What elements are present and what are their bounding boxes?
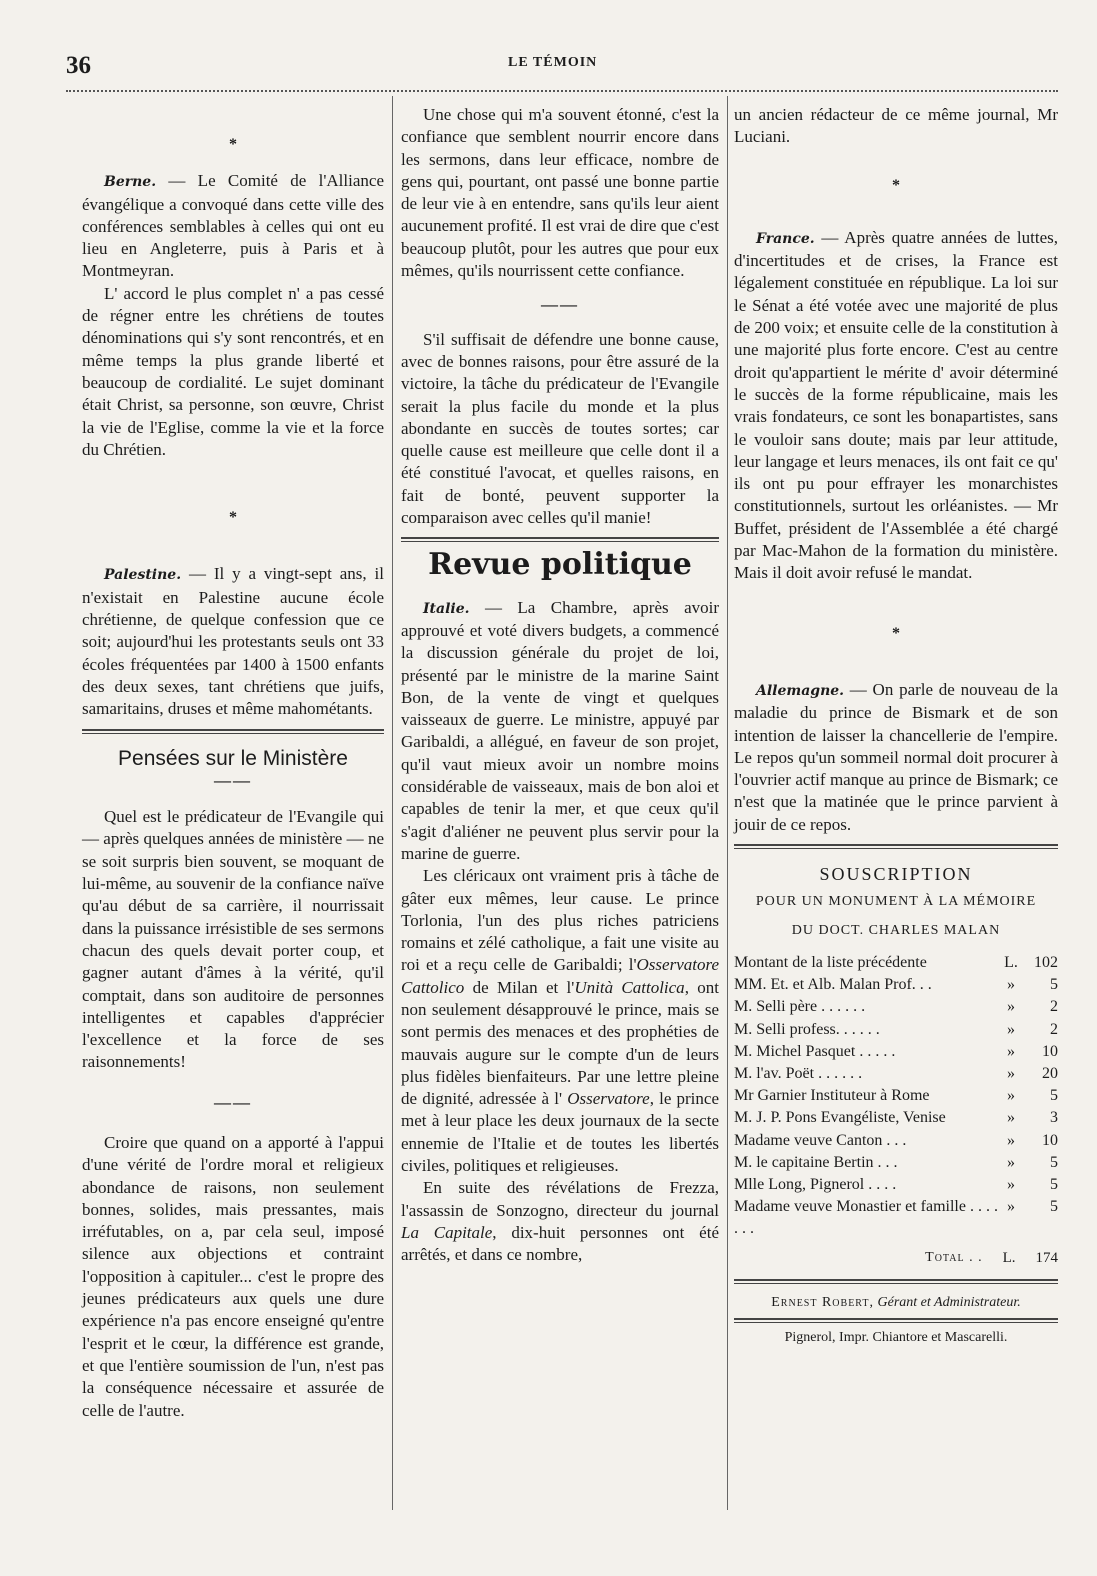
list-item	[734, 974, 1058, 996]
italie-paragraph-1	[401, 597, 719, 866]
list-item	[734, 952, 1058, 974]
france-text: — Après quatre années de luttes, d'incertitudes et de crises, la France est légalement constituée en république. La loi sur le Sénat a été votée avec une majorité de plus de 200 voix; et ensuite celle de la constitution à une majorité plus forte encore. C'est au centre droit qu'appartient le mérite d' avoir déterminé le succès de la forme républicaine, mais les vrais fondateurs, ce sont les bonapartistes, sans le vouloir sans doute; mais par leur attitude, leur langage et leurs menaces, ils ont fait ce qu' ils ont pu pour effrayer les monarchistes constitutionnels, surtout les orléanistes. — Mr Buffet, président de l'Assemblée a été chargé par Mac-Mahon de la formation du ministère. Mais il doit avoir refusé le mandat.	[734, 227, 1058, 583]
donor-name: Mlle Long, Pignerol . . . .	[734, 1175, 897, 1193]
list-item	[734, 1063, 1058, 1085]
text-run: En suite des révélations de Frezza, l'assassin de Sonzogno, directeur du journal	[401, 1178, 719, 1220]
list-item	[734, 1152, 1058, 1174]
section-separator-star: *	[229, 136, 237, 153]
donor-name: M. Michel Pasquet . . . . .	[734, 1042, 896, 1060]
section-separator-star: *	[229, 509, 237, 527]
souscription-total	[734, 1247, 1058, 1269]
currency-mark: »	[1007, 1153, 1015, 1171]
souscription-list	[734, 952, 1058, 1241]
column-right	[734, 100, 1058, 1349]
palestine-text: — Il y a vingt-sept ans, il n'existait en Palestine aucune école chrétienne, de quelque confession que ce soit; aujourd'hui les protestants seuls ont 33 écoles fréquentées par 1400 à 1500 enfants des deux sexes, tant chrétiens que juifs, samaritains, druses et même mahométants.	[82, 564, 384, 719]
donation-amount: 5	[1050, 1175, 1058, 1193]
list-item	[734, 1130, 1058, 1152]
donor-name: M. Selli père . . . . . .	[734, 998, 866, 1016]
text-run: Les cléricaux ont vraiment pris à tâche de gâter eux mêmes, leur cause. Le prince Torlonia, l'un des plus riches patriciens romains et zélé catholique, a fait une visite au roi et a reçu celle de Garibaldi; l'	[401, 866, 719, 975]
currency-mark: L.	[1004, 953, 1018, 971]
text-run: de Milan et l'	[464, 977, 575, 997]
currency-mark: »	[1007, 1042, 1015, 1060]
allemagne-lead: Allemagne.	[756, 682, 845, 699]
donor-name: Madame veuve Monastier et famille . . . . . . .	[734, 1198, 998, 1238]
donor-name: MM. Et. et Alb. Malan Prof. . .	[734, 976, 932, 994]
allemagne-paragraph	[734, 679, 1058, 836]
berne-paragraph-2: L' accord le plus complet n' a pas cessé de régner entre les chrétiens de toutes dénominations qui s'y sont rencontrés, et en même temps la plus grande liberté et beaucoup de cordialité. Le sujet dominant était Christ, sa personne, son œuvre, Christ la vie de l'Eglise, comme la vie et la force du Chrétien.	[82, 283, 384, 459]
column-middle	[401, 100, 719, 1267]
donation-amount: 10	[1042, 1131, 1058, 1149]
donation-amount: 2	[1050, 998, 1058, 1016]
donation-amount: 5	[1050, 976, 1058, 994]
text-run: , dix-huit personnes ont été arrêtés, et dans ce nombre,	[401, 1222, 719, 1265]
donor-name: M. le capitaine Bertin . . .	[734, 1153, 898, 1171]
donor-name: Montant de la liste précédente	[734, 953, 927, 971]
newspaper-title: Unità Cattolica	[574, 977, 685, 997]
donor-name: M. l'av. Poët . . . . . .	[734, 1064, 863, 1082]
currency-mark: »	[1007, 1020, 1015, 1038]
section-separator-star: *	[892, 176, 900, 194]
pensees-title: Pensées sur le Ministère	[118, 746, 348, 770]
list-item	[734, 1019, 1058, 1041]
palestine-paragraph	[82, 563, 384, 720]
allemagne-text: — On parle de nouveau de la maladie du prince de Bismark et de son intention de laisser la chancellerie de l'empire. Le repos qu'un sommeil normal doit procurer à l'ouvrier actif manque au prince de Bismark; ce n'est que la matinée que le prince parvient à jouir de ce repos.	[734, 679, 1058, 834]
currency-mark: »	[1007, 976, 1015, 994]
currency-mark: »	[1007, 1087, 1015, 1105]
donation-amount: 5	[1050, 1153, 1058, 1171]
section-rule	[734, 1318, 1058, 1323]
donation-amount: 102	[1034, 953, 1058, 971]
italie-paragraph-2	[401, 865, 719, 1177]
souscription-title: SOUSCRIPTION	[819, 864, 973, 885]
journal-title: LE TÉMOIN	[508, 55, 598, 70]
donation-amount: 5	[1050, 1087, 1058, 1105]
gerant-line	[734, 1292, 1058, 1314]
donor-name: Mr Garnier Instituteur à Rome	[734, 1087, 930, 1105]
title-dash: ——	[214, 770, 252, 790]
newspaper-title: Osservatore Cattolico	[401, 955, 719, 997]
donor-name: Madame veuve Canton . . .	[734, 1131, 907, 1149]
page-header	[0, 0, 1097, 100]
column-divider	[727, 96, 728, 1510]
page-number: 36	[66, 52, 91, 79]
column-divider	[392, 96, 393, 1510]
section-rule	[734, 1279, 1058, 1284]
currency-mark: »	[1007, 1131, 1015, 1149]
total-amount: 174	[1035, 1249, 1058, 1266]
list-item	[734, 1085, 1058, 1107]
italie-lead: Italie.	[423, 600, 470, 617]
france-paragraph	[734, 227, 1058, 585]
sermons-paragraph-2: S'il suffisait de défendre une bonne cause, avec de bonnes raisons, pour être assuré de la victoire, la tâche du prédicateur de l'Evangile serait la plus facile du monde et la plus abondante en succès de toutes sortes; car quelle cause est meilleure que celle dont il a été constitué l'avocat, et quelles raisons, en fait de bonté, peuvent supporter la comparaison avec celles qu'il manie!	[401, 329, 719, 528]
currency-mark: »	[1007, 998, 1015, 1016]
section-rule	[82, 729, 384, 734]
gerant-name: Ernest Robert,	[771, 1294, 874, 1310]
palestine-lead: Palestine.	[104, 567, 182, 584]
list-item	[734, 1196, 1058, 1240]
currency-mark: »	[1007, 1109, 1015, 1127]
italie-paragraph-3	[401, 1177, 719, 1266]
currency-mark: »	[1007, 1064, 1015, 1082]
donation-amount: 3	[1050, 1109, 1058, 1127]
berne-paragraph	[82, 170, 384, 282]
berne-text: — Le Comité de l'Alliance évangélique a convoqué dans cette ville des conférences semblables à celles qui ont eu lieu en Angleterre, puis à Paris et à Montmeyran.	[82, 171, 384, 281]
france-lead: France.	[756, 230, 815, 247]
donation-amount: 20	[1042, 1064, 1058, 1082]
donation-amount: 2	[1050, 1020, 1058, 1038]
currency-mark: L.	[1002, 1249, 1016, 1266]
total-label: Total . .	[925, 1249, 983, 1265]
text-run: , le prince met à leur place les deux journaux de la secte ennemie de l'Italie et de toutes les libertés civiles, politiques et religieuses.	[401, 1089, 719, 1176]
berne-lead: Berne.	[104, 174, 157, 191]
pensees-paragraph-1: Quel est le prédicateur de l'Evangile qui — après quelques années de ministère — ne se soit surpris bien souvent, se moquant de lui-même, au souvenir de la confiance naïve qu'au début de sa carrière, il nourrissait dans la puissance irrésistible de ses sermons chacun des quels devait porter coup, et gagner autant d'âmes à la vérité, qu'il comptait, dans son auditoire de personnes intelligentes et capables d'apprécier l'excellence et la force de ses raisonnements!	[82, 807, 384, 1072]
list-item	[734, 1107, 1058, 1129]
pensees-paragraph-2: Croire que quand on a apporté à l'appui d'une vérité de l'ordre moral et religieux abondance de raisons, non seulement bonnes, solides, mais pressantes, mais irréfutables, on a, par cela seul, imposé silence aux objections et contraint l'opposition à capituler... c'est le propre des jeunes prédicateurs aux quels une dure expérience n'a pas encore enseigné qu'entre l'esprit et le cœur, la différence est grande, et que l'entière soumission de l'un, n'est pas la conséquence nécessaire et assurée de celle de l'autre.	[82, 1132, 384, 1420]
sermons-paragraph-1: Une chose qui m'a souvent étonné, c'est la confiance que semblent nourrir encore dans les sermons, dans leur efficace, nombre de gens qui, pourtant, ont passé une bonne partie de leur vie à en entendre, sans qu'ils leur aient aucunement profité. Il est vrai de dire que c'est beaucoup plutôt, pour les autres que pour eux mêmes, qu'ils nourrissent cette confiance.	[401, 105, 719, 281]
continued-paragraph: un ancien rédacteur de ce même journal, Mr Luciani.	[734, 105, 1058, 147]
header-rule	[66, 90, 1058, 92]
souscription-subtitle-1: POUR UN MONUMENT À LA MÉMOIRE	[755, 894, 1037, 910]
donor-name: M. Selli profess. . . . . .	[734, 1020, 880, 1038]
gerant-role: Gérant et Administrateur.	[877, 1294, 1021, 1310]
section-rule	[401, 537, 719, 542]
souscription-subtitle-2: DU DOCT. CHARLES MALAN	[791, 922, 1001, 938]
italie-text: — La Chambre, après avoir approuvé et voté divers budgets, a commencé la discussion générale du projet de loi, présenté par le ministre de la marine Saint Bon, de la vente de vingt et quelques vaisseaux de guerre. Le ministre, appuyé par Garibaldi, a allégué, en faveur de son projet, qu'il vaut mieux avoir un nombre moins considérable de vaisseaux, mais de bon aloi et capables de tenir la mer, et que ceux qu'il s'agit d'aliéner ne peuvent plus servir pour la marine de guerre.	[401, 597, 719, 863]
donation-amount: 10	[1042, 1042, 1058, 1060]
donor-name: M. J. P. Pons Evangéliste, Venise	[734, 1109, 946, 1127]
list-item	[734, 1174, 1058, 1196]
currency-mark: »	[1007, 1175, 1015, 1193]
newspaper-title: Osservatore	[567, 1089, 650, 1109]
list-item	[734, 1041, 1058, 1063]
paragraph-dash: ——	[541, 295, 579, 315]
paragraph-dash: ——	[214, 1092, 252, 1112]
currency-mark: »	[1007, 1198, 1015, 1216]
column-left	[82, 100, 384, 1422]
section-rule	[734, 844, 1058, 849]
text-run: , ont non seulement désapprouvé le prince, mais se sont permis des menaces et des prophéties de mauvais augure sur le compte d'un de leurs plus fidèles bienfaiteurs. Par une lettre pleine de dignité, adressée à l'	[401, 977, 719, 1109]
imprint-line: Pignerol, Impr. Chiantore et Mascarelli.	[784, 1330, 1008, 1346]
revue-politique-title: Revue politique	[428, 547, 692, 583]
list-item	[734, 996, 1058, 1018]
section-separator-star: *	[892, 624, 900, 642]
newspaper-title: La Capitale	[401, 1222, 493, 1242]
donation-amount: 5	[1050, 1198, 1058, 1216]
